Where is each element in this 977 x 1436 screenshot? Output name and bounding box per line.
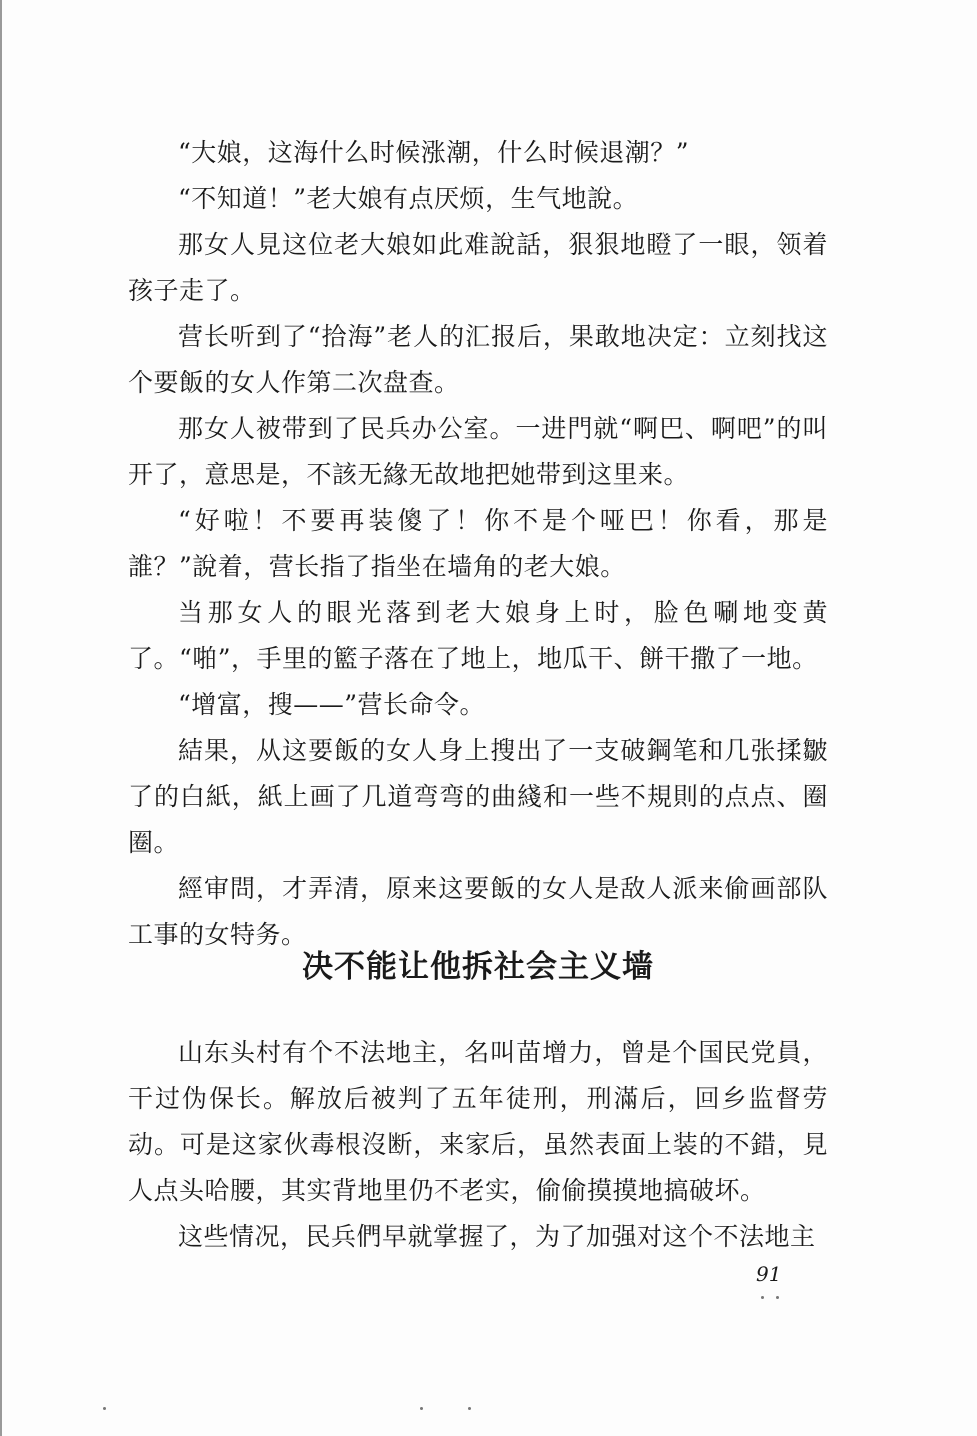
scan-speck <box>776 1296 779 1299</box>
paragraph: 山东头村有个不法地主，名叫苗增力，曾是个国民党員，干过伪保长。解放后被判了五年徒刑，刑滿后，回乡监督劳动。可是这家伙毒根沒断，来家后，虽然表面上装的不錯，見人点头哈腰，其实背地里仍不老实，偷偷摸摸地搞破坏。 <box>128 1038 828 1205</box>
paragraph: 經审問，才弄清，原来这要飯的女人是敌人派来偷画部队工事的女特务。 <box>128 874 828 949</box>
paragraph: “不知道！”老大娘有点厌烦，生气地說。 <box>178 184 639 213</box>
scan-speck <box>761 1296 764 1299</box>
paragraph: “增富，搜——”营长命令。 <box>178 690 486 719</box>
paragraph: 这些情况，民兵們早就掌握了，为了加强对这个不法地主 <box>178 1222 816 1251</box>
section-title: 决不能让他拆社会主义墙 <box>302 949 654 985</box>
text-block-bottom <box>128 1030 828 1260</box>
paragraph: “大娘，这海什么时候涨潮，什么时候退潮？” <box>178 138 690 167</box>
scan-speck <box>468 1407 471 1410</box>
scan-speck <box>103 1407 106 1410</box>
page-edge-shadow <box>0 0 2 1436</box>
paragraph: 当那女人的眼光落到老大娘身上时，脸色唰地变黄了。“啪”，手里的籃子落在了地上，地瓜干、餅干撒了一地。 <box>128 598 828 673</box>
paragraph: 結果，从这要飯的女人身上搜出了一支破鋼笔和几张揉皺了的白紙，紙上画了几道弯弯的曲綫和一些不規則的点点、圈圈。 <box>128 736 828 857</box>
paragraph: “好啦！不要再装傻了！你不是个哑巴！你看，那是誰？”說着，营长指了指坐在墙角的老大娘。 <box>128 506 828 581</box>
paragraph: 那女人被带到了民兵办公室。一进門就“啊巴、啊吧”的叫开了，意思是，不該无緣无故地把她带到这里来。 <box>128 414 828 489</box>
paragraph: 那女人見这位老大娘如此难說話，狠狠地瞪了一眼，领着孩子走了。 <box>128 230 828 305</box>
text-block-top <box>128 130 828 958</box>
paragraph: 营长听到了“拾海”老人的汇报后，果敢地决定：立刻找这个要飯的女人作第二次盘查。 <box>128 322 828 397</box>
scan-speck <box>420 1407 423 1410</box>
page-number: 91 <box>756 1262 782 1286</box>
